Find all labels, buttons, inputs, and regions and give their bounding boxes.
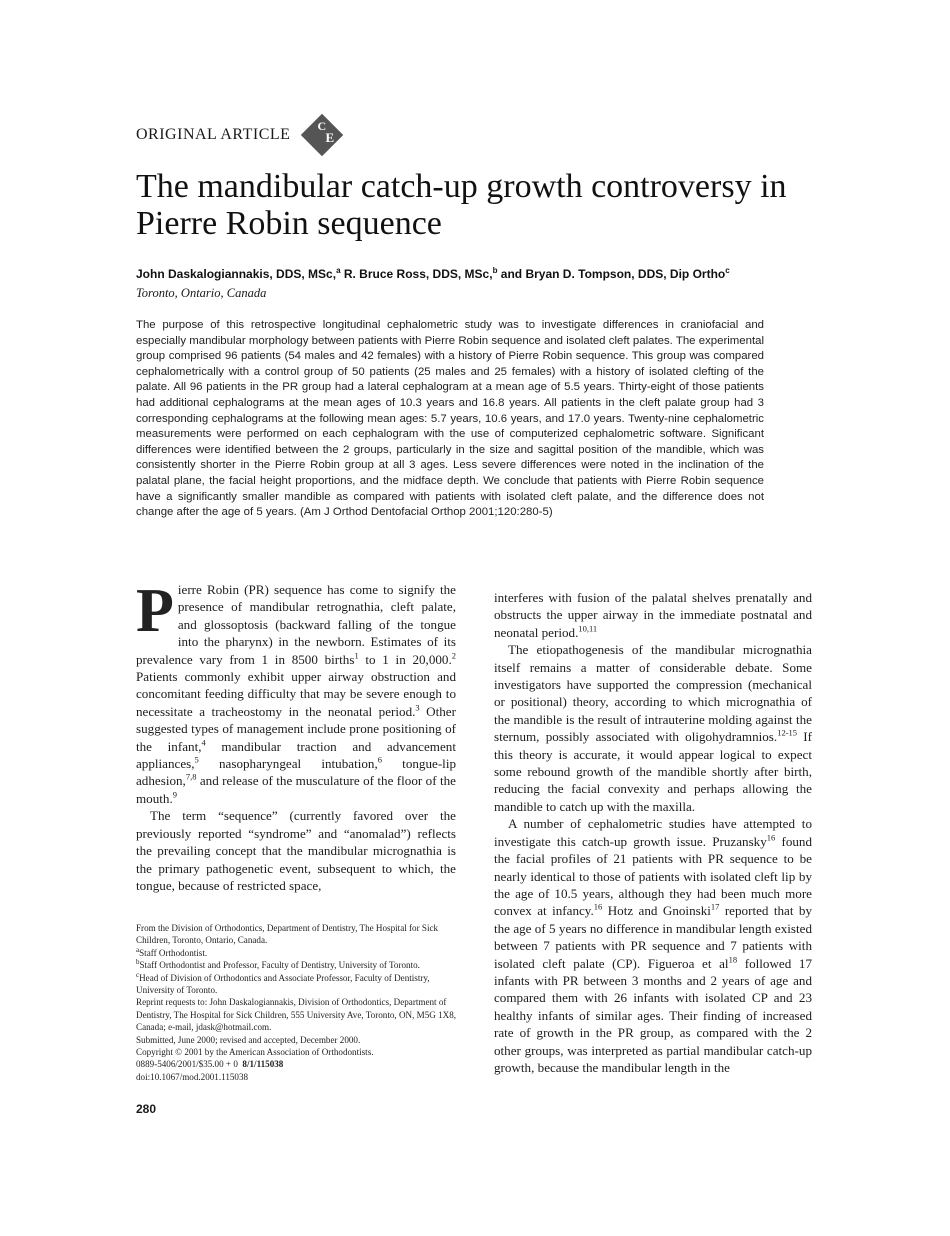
citation: 4 (201, 737, 206, 748)
section-label: ORIGINAL ARTICLE (136, 126, 291, 143)
citation: 18 (728, 954, 738, 965)
citation: 5 (194, 754, 199, 765)
citation: 7,8 (185, 772, 197, 783)
author-3-affil: c (725, 266, 730, 275)
footnote: From the Division of Orthodontics, Department of Dentistry, The Hospital for Sick Children, Toronto, Ontario, Canada. (136, 923, 439, 946)
section-header (136, 113, 344, 157)
footnotes (136, 922, 458, 1083)
citation: 12-15 (777, 727, 798, 738)
drop-cap: P (136, 577, 174, 645)
footnote: Copyright © 2001 by the American Association of Orthodontists. (136, 1047, 374, 1058)
citation: 2 (451, 650, 456, 661)
author-1: John Daskalogiannakis, DDS, MSc, (136, 267, 337, 281)
paragraph: A number of cephalometric studies have attempted to investigate this catch-up growth issue. Pruzansky$^{16}$ found the facial profiles of 21 patients with PR sequence to be nearly identical to those of patients with isolated cleft lip by the age of 10.5 years, although they had been much more convex at infancy.$^{16}$ Hotz and Gnoinski$^{17}$ reported that by the age of 5 years no difference in mandibular length existed between 7 patients with PR sequence and 7 patients with isolated cleft palate (CP). Figueroa et $al^{18}$ followed 17 infants with PR between 3 months and 2 years of age and compared them with 26 infants with isolated CP and 23 healthy infants of similar ages. Their finding of increased rate of growth in the PR group, as compared with the 2 other groups, was interpreted as partial mandibular catch-up growth, because the mandibular length in the (494, 816, 813, 1075)
citation: 16 (766, 832, 776, 843)
paragraph: interferes with fusion of the palatal shelves prenatally and obstructs the upper airway in the immediate postnatal and neonatal period.$^{10,11}$ (494, 590, 812, 640)
footnote: Submitted, June 2000; revised and accepted, December 2000. (136, 1034, 361, 1045)
citation: 10,11 (578, 623, 598, 634)
author-location: Toronto, Ontario, Canada (136, 286, 267, 300)
citation: 9 (172, 789, 177, 800)
paragraph: Pierre Robin (PR) sequence has come to signify the presence of mandibular retrognathia, cleft palate, and glossoptosis (backward falling of the tongue into the pharynx) in the newborn. Estimates of its prevalence vary from 1 in 8500 births$^1$ to 1 in 20,000.$^2$ Patients commonly exhibit upper airway obstruction and concomitant feeding difficulty that may be severe enough to necessitate a tracheostomy in the neonatal period.$^3$ Other suggested types of management include prone positioning of the infant,$^4$ mandibular traction and advancement appliances,$^5$ nasopharyngeal intubation,$^6$ tongue-lip adhesion,$^{7,8}$ and release of the musculature of the floor of the mouth.$^9$ (136, 577, 456, 806)
footnote: Reprint requests to: John Daskalogiannakis, Division of Orthodontics, Department of Dentistry, The Hospital for Sick Children, 555 University Ave, Toronto, ON, M5G 1X8, Canada; e-mail, jdask@hotmail.com. (136, 997, 457, 1033)
footnote: $^c$Head of Division of Orthodontics and Associate Professor, Faculty of Dentistry, University of Toronto. (136, 970, 430, 996)
citation: 16 (593, 901, 603, 912)
ce-badge-e: E (325, 130, 335, 145)
paragraph: The etiopathogenesis of the mandibular micrognathia itself remains a matter of considerable debate. Some investigators have supported the compression (mechanical or positional) theory, according to which micrognathia of the mandible is the result of intrauterine molding against the sternum, possibly associated with oligohydramnios.$^{12-15}$ If this theory is accurate, it would appear logical to expect some rebound growth of the mandible shortly after birth, reducing the facial convexity and perhaps allowing the mandible to catch up with the maxilla. (494, 642, 812, 814)
ce-badge-icon (300, 113, 344, 157)
abstract: The purpose of this retrospective longitudinal cephalometric study was to investigate differences in craniofacial and especially mandibular morphology between patients with Pierre Robin sequence and isolated cleft palates. The experimental group comprised 96 patients (54 males and 42 females) with a history of Pierre Robin sequence. This group was compared cephalometrically with a control group of 50 patients (25 males and 25 females) with a history of isolated clefting of the palate. All 96 patients in the PR group had a lateral cephalogram at a mean age of 5.5 years. Thirty-eight of those patients had additional cephalograms at the mean ages of 10.3 years and 16.8 years. All patients in the cleft palate group had 3 corresponding cephalograms at the following mean ages: 5.7 years, 10.6 years, and 17.0 years. Twenty-nine cephalometric measurements were performed on each cephalogram with the use of computerized cephalometric software. Significant differences were identified between the 2 groups, particularly in the size and sagittal position of the mandible, which was consistently shorter in the Pierre Robin group at all 3 ages. Less severe differences were noted in the inclination of the palatal plane, the facial height proportions, and the midface depth. We conclude that patients with Pierre Robin sequence have a significantly smaller mandible as compared with patients with isolated cleft palate, and the difference does not change after the age of 5 years. (Am J Orthod Dentofacial Orthop 2001;120:280-5) (136, 319, 764, 519)
paragraph: The term “sequence” (currently favored over the previously reported “syndrome” and “anomalad”) reflects the prevailing concept that the mandibular micrognathia is the primary pathogenetic event, subsequent to which, the tongue, because of restricted space, (136, 808, 456, 893)
footnote: $^b$Staff Orthodontist and Professor, Faculty of Dentistry, University of Toronto. (136, 958, 420, 971)
citation: 6 (377, 754, 382, 765)
citation: 3 (415, 702, 420, 713)
footnote: doi:10.1067/mod.2001.115038 (136, 1071, 249, 1082)
body-left-column (136, 577, 456, 894)
author-list (136, 266, 856, 281)
page-number: 280 (136, 1102, 157, 1116)
ce-badge-c: C (317, 119, 327, 133)
author-1-affil: a (336, 266, 341, 275)
author-3: and Bryan D. Tompson, DDS, Dip Ortho (497, 267, 726, 281)
article-title: The mandibular catch-up growth controversy in Pierre Robin sequence (136, 168, 787, 242)
body-right-column (494, 589, 812, 1076)
footnote: 0889-5406/2001/$35.00 + 0 8/1/115038 (136, 1059, 284, 1070)
citation: 17 (710, 901, 720, 912)
footnote: $^a$Staff Orthodontist. (136, 945, 208, 958)
citation: 1 (354, 650, 359, 661)
author-2: R. Bruce Ross, DDS, MSc, (340, 267, 493, 281)
author-2-affil: b (492, 266, 498, 275)
